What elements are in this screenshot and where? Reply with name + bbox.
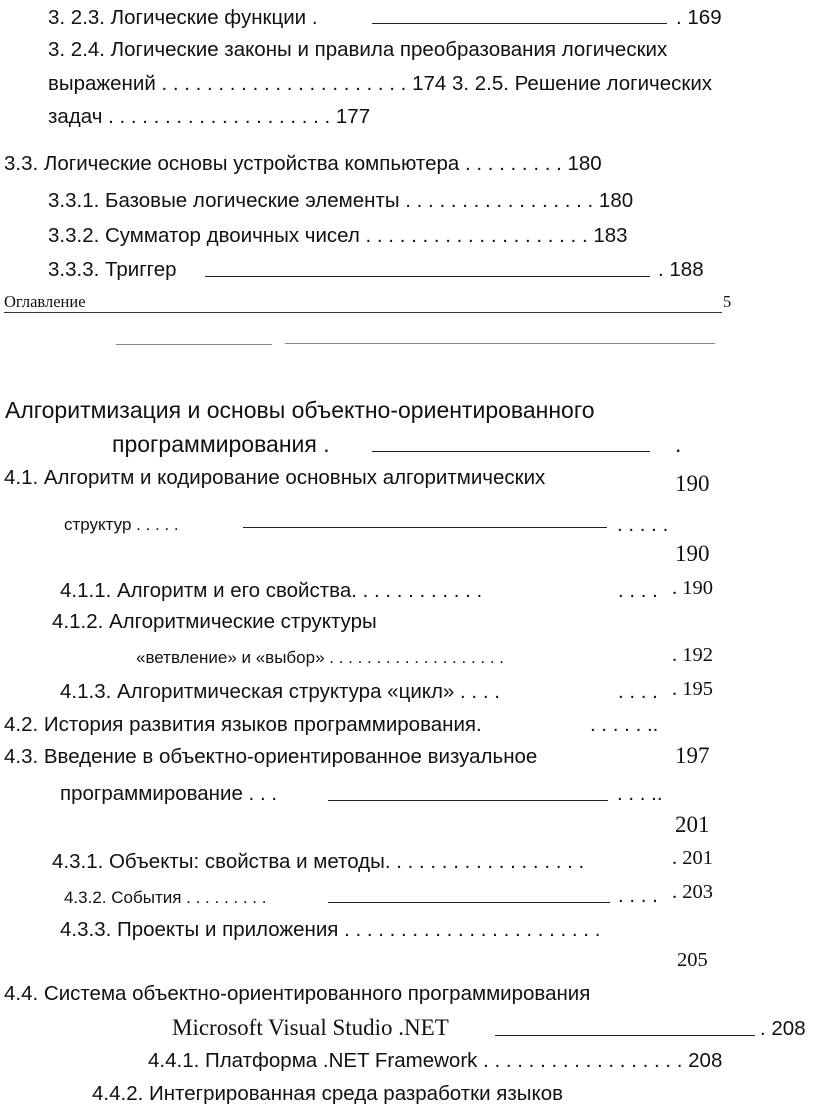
toc-entry-4-3-cont: программирование . . . <box>60 782 278 805</box>
dot-leader: . . . .. <box>617 782 663 805</box>
toc-entry-4-3: 4.3. Введение в объектно-ориентированное визуальное <box>4 745 538 768</box>
toc-entry-4-3-3: 4.3.3. Проекты и приложения . . . . . . . . . . . . . . . . . . . . . . . <box>60 918 601 941</box>
toc-entry-3-2-3: 3. 2.3. Логические функции . <box>48 6 318 29</box>
toc-entry-4-3-1: 4.3.1. Объекты: свойства и методы. . . . . . . . . . . . . . . . . . <box>52 850 585 873</box>
toc-entry-4-1-cont: структур . . . . . <box>64 515 179 534</box>
dot-leader: . . . . . .. <box>590 713 659 736</box>
toc-entry-3-2-4-cont: выражений . . . . . . . . . . . . . . . . . . . . . . 174 3. 2.5. Решение логических <box>48 72 713 95</box>
leader-line <box>243 527 607 528</box>
toc-entry-4-4-cont: Microsoft Visual Studio .NET <box>172 1015 449 1040</box>
toc-entry-4-1-2-cont: «ветвление» и «выбор» . . . . . . . . . . . . . . . . . . . <box>136 648 505 667</box>
page-number: . 190 <box>672 577 713 599</box>
page-number: . 208 <box>760 1017 806 1040</box>
chapter-heading-cont: программирования . <box>112 431 330 457</box>
page-number: . 195 <box>672 678 713 700</box>
leader-line <box>372 23 667 24</box>
page-number: 190 <box>675 541 710 566</box>
page-number: . 192 <box>672 644 713 666</box>
toc-entry-3-3-1: 3.3.1. Базовые логические элементы . . . . . . . . . . . . . . . . . 180 <box>48 189 634 212</box>
toc-entry-4-1: 4.1. Алгоритм и кодирование основных алгоритмических <box>4 466 546 489</box>
dot-leader: . . . . <box>618 884 658 907</box>
dot-leader: . . . . <box>618 680 658 703</box>
page-number: 197 <box>675 743 710 768</box>
page-number: 205 <box>677 949 708 971</box>
leader-line <box>205 276 650 277</box>
page-number: . 201 <box>672 847 713 869</box>
page-number: . 169 <box>676 6 722 29</box>
toc-entry-4-4-1: 4.4.1. Платформа .NET Framework . . . . . . . . . . . . . . . . . . 208 <box>148 1049 723 1072</box>
chapter-heading: Алгоритмизация и основы объектно-ориентированного <box>5 397 595 423</box>
leader-line <box>372 451 650 452</box>
toc-entry-3-2-4: 3. 2.4. Логические законы и правила преобразования логических <box>48 38 668 61</box>
leader-line <box>328 902 610 903</box>
toc-entry-4-2: 4.2. История развития языков программирования. <box>4 713 482 736</box>
toc-entry-3-2-5-cont: задач . . . . . . . . . . . . . . . . . . . . 177 <box>48 105 371 128</box>
dot-leader: . . . . . <box>617 513 669 536</box>
page-number: . 203 <box>672 881 713 903</box>
toc-entry-4-1-2: 4.1.2. Алгоритмические структуры <box>52 610 377 633</box>
page-number: 201 <box>675 812 710 837</box>
footer-page-number: 5 <box>723 292 732 311</box>
page-number: 190 <box>675 471 710 496</box>
toc-entry-4-1-1: 4.1.1. Алгоритм и его свойства. . . . . . . . . . . . <box>60 579 483 602</box>
page-number: . 188 <box>658 258 704 281</box>
toc-entry-4-1-3: 4.1.3. Алгоритмическая структура «цикл» . . . . <box>60 680 500 703</box>
heading-dot: . <box>675 431 682 457</box>
scan-artifact <box>285 343 715 344</box>
scan-artifact <box>116 344 272 345</box>
toc-entry-4-4: 4.4. Система объектно-ориентированного программирования <box>4 982 591 1005</box>
footer-label: Оглавление <box>4 292 86 311</box>
footer-rule <box>4 312 722 313</box>
leader-line <box>328 800 608 801</box>
dot-leader: . . . . <box>618 579 658 602</box>
toc-entry-3-3-2: 3.3.2. Сумматор двоичных чисел . . . . . . . . . . . . . . . . . . . . 183 <box>48 224 628 247</box>
toc-entry-4-4-2: 4.4.2. Интегрированная среда разработки языков <box>92 1082 563 1105</box>
toc-entry-3-3-3: 3.3.3. Триггер <box>48 258 177 281</box>
toc-entry-4-3-2: 4.3.2. События . . . . . . . . . <box>64 888 267 907</box>
toc-entry-3-3: 3.3. Логические основы устройства компьютера . . . . . . . . . 180 <box>4 152 602 175</box>
leader-line <box>495 1035 755 1036</box>
